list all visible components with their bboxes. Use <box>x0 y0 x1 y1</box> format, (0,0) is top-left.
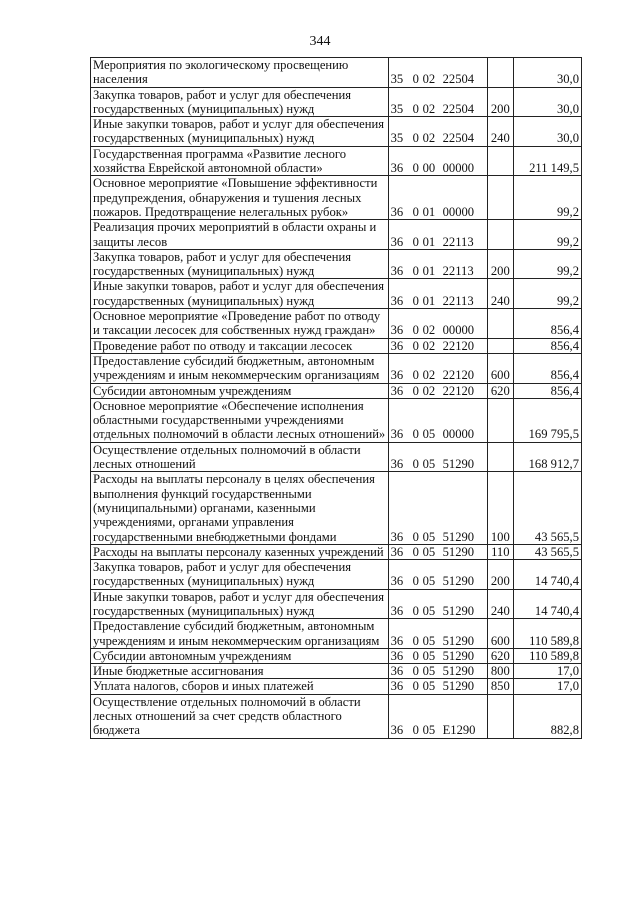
code-part: 0 <box>412 264 419 279</box>
row-name-cell: Основное мероприятие «Проведение работ по отводу и таксации лесосек для собственных нужд граждан» <box>91 309 389 339</box>
row-code-cell <box>388 694 487 738</box>
row-sum-cell: 17,0 <box>513 664 581 679</box>
row-code-cell <box>388 220 487 250</box>
code-part: 05 <box>422 633 436 648</box>
code-part: 0 <box>412 574 419 589</box>
row-code-cell <box>388 589 487 619</box>
row-name-cell: Основное мероприятие «Обеспечение исполнения областными государственными учреждениями отдельных полномочий в области лесных отношений» <box>91 398 389 442</box>
row-code-cell <box>388 664 487 679</box>
row-sum-cell: 14 740,4 <box>513 560 581 590</box>
table-row <box>91 146 582 176</box>
code-part: 51290 <box>442 457 475 472</box>
code-part: 01 <box>422 234 436 249</box>
row-name-cell: Мероприятия по экологическому просвещению населения <box>91 58 389 88</box>
row-expense-type-cell: 240 <box>487 279 513 309</box>
table-row <box>91 220 582 250</box>
code-part: 00000 <box>442 427 475 442</box>
table-row <box>91 176 582 220</box>
code-part: 36 <box>390 574 404 589</box>
code-part: 02 <box>422 131 436 146</box>
code-part: 36 <box>390 457 404 472</box>
table-row <box>91 560 582 590</box>
row-expense-type-cell: 600 <box>487 353 513 383</box>
code-part: 36 <box>390 264 404 279</box>
code-part: 02 <box>422 323 436 338</box>
row-code-cell <box>388 544 487 559</box>
code-part: 36 <box>390 161 404 176</box>
row-name-cell: Иные бюджетные ассигнования <box>91 664 389 679</box>
table-row <box>91 694 582 738</box>
code-part: 0 <box>412 529 419 544</box>
code-part: 01 <box>422 264 436 279</box>
row-sum-cell: 30,0 <box>513 117 581 147</box>
code-part: 22120 <box>442 383 475 398</box>
code-part: 02 <box>422 101 436 116</box>
row-name-cell: Иные закупки товаров, работ и услуг для обеспечения государственных (муниципальных) нужд <box>91 117 389 147</box>
code-part: 22113 <box>442 264 474 279</box>
code-part: 36 <box>390 633 404 648</box>
code-part: 36 <box>390 368 404 383</box>
code-part: 51290 <box>442 679 475 694</box>
row-sum-cell: 99,2 <box>513 176 581 220</box>
row-sum-cell: 856,4 <box>513 383 581 398</box>
code-part: 36 <box>390 529 404 544</box>
code-part: 22504 <box>442 101 475 116</box>
row-expense-type-cell <box>487 58 513 88</box>
code-part: 0 <box>412 679 419 694</box>
row-sum-cell: 43 565,5 <box>513 472 581 544</box>
code-part: 22120 <box>442 338 475 353</box>
code-part: 51290 <box>442 648 475 663</box>
page-number: 344 <box>309 34 331 49</box>
code-part: 22504 <box>442 131 475 146</box>
row-expense-type-cell <box>487 442 513 472</box>
row-expense-type-cell: 200 <box>487 560 513 590</box>
row-sum-cell: 882,8 <box>513 694 581 738</box>
table-row <box>91 87 582 117</box>
row-expense-type-cell: 800 <box>487 664 513 679</box>
code-part: 00000 <box>442 323 475 338</box>
row-name-cell: Иные закупки товаров, работ и услуг для обеспечения государственных (муниципальных) нужд <box>91 589 389 619</box>
row-name-cell: Предоставление субсидий бюджетным, автономным учреждениям и иным некоммерческим организациям <box>91 619 389 649</box>
row-expense-type-cell: 600 <box>487 619 513 649</box>
code-part: 36 <box>390 648 404 663</box>
row-sum-cell: 110 589,8 <box>513 619 581 649</box>
row-name-cell: Закупка товаров, работ и услуг для обеспечения государственных (муниципальных) нужд <box>91 249 389 279</box>
row-sum-cell: 856,4 <box>513 353 581 383</box>
code-part: 0 <box>412 457 419 472</box>
code-part: 36 <box>390 293 404 308</box>
code-part: 00 <box>422 161 436 176</box>
code-part: 05 <box>422 544 436 559</box>
code-part: 05 <box>422 574 436 589</box>
row-code-cell <box>388 619 487 649</box>
code-part: 01 <box>422 204 436 219</box>
row-sum-cell: 856,4 <box>513 338 581 353</box>
row-code-cell <box>388 58 487 88</box>
row-expense-type-cell: 240 <box>487 117 513 147</box>
row-code-cell <box>388 176 487 220</box>
table-row <box>91 589 582 619</box>
row-expense-type-cell: 100 <box>487 472 513 544</box>
table-row <box>91 472 582 544</box>
code-part: 01 <box>422 293 436 308</box>
table-row <box>91 383 582 398</box>
row-expense-type-cell: 110 <box>487 544 513 559</box>
table-row <box>91 338 582 353</box>
budget-table <box>90 57 582 739</box>
row-expense-type-cell <box>487 398 513 442</box>
row-expense-type-cell: 620 <box>487 648 513 663</box>
row-expense-type-cell: 200 <box>487 249 513 279</box>
row-sum-cell: 169 795,5 <box>513 398 581 442</box>
row-name-cell: Расходы на выплаты персоналу в целях обеспечения выполнения функций государственными (муниципальными) органами, казенными учреждениями, органами управления государственными внебюджетными фондами <box>91 472 389 544</box>
row-sum-cell: 211 149,5 <box>513 146 581 176</box>
code-part: 0 <box>412 664 419 679</box>
code-part: 36 <box>390 427 404 442</box>
code-part: 35 <box>390 131 404 146</box>
row-name-cell: Расходы на выплаты персоналу казенных учреждений <box>91 544 389 559</box>
code-part: 0 <box>412 101 419 116</box>
row-sum-cell: 30,0 <box>513 87 581 117</box>
code-part: 22113 <box>442 293 474 308</box>
code-part: 0 <box>412 603 419 618</box>
budget-table-body <box>91 58 582 739</box>
code-part: 35 <box>390 72 404 87</box>
row-code-cell <box>388 679 487 694</box>
code-part: 51290 <box>442 529 475 544</box>
code-part: 36 <box>390 383 404 398</box>
code-part: 36 <box>390 544 404 559</box>
row-code-cell <box>388 279 487 309</box>
row-sum-cell: 99,2 <box>513 249 581 279</box>
row-code-cell <box>388 87 487 117</box>
table-row <box>91 442 582 472</box>
row-name-cell: Осуществление отдельных полномочий в области лесных отношений за счет средств областного бюджета <box>91 694 389 738</box>
row-code-cell <box>388 309 487 339</box>
row-code-cell <box>388 249 487 279</box>
row-expense-type-cell: 850 <box>487 679 513 694</box>
table-row <box>91 117 582 147</box>
code-part: 05 <box>422 427 436 442</box>
table-row <box>91 309 582 339</box>
code-part: 00000 <box>442 161 475 176</box>
code-part: 05 <box>422 664 436 679</box>
code-part: 05 <box>422 529 436 544</box>
row-name-cell: Закупка товаров, работ и услуг для обеспечения государственных (муниципальных) нужд <box>91 560 389 590</box>
code-part: 36 <box>390 679 404 694</box>
row-code-cell <box>388 146 487 176</box>
code-part: 0 <box>412 427 419 442</box>
row-name-cell: Субсидии автономным учреждениям <box>91 648 389 663</box>
table-row <box>91 279 582 309</box>
code-part: 22504 <box>442 72 475 87</box>
code-part: 05 <box>422 679 436 694</box>
code-part: 0 <box>412 723 419 738</box>
row-sum-cell: 43 565,5 <box>513 544 581 559</box>
code-part: 02 <box>422 338 436 353</box>
code-part: 22113 <box>442 234 474 249</box>
code-part: 05 <box>422 603 436 618</box>
row-name-cell: Реализация прочих мероприятий в области охраны и защиты лесов <box>91 220 389 250</box>
row-code-cell <box>388 338 487 353</box>
row-expense-type-cell: 240 <box>487 589 513 619</box>
code-part: 51290 <box>442 664 475 679</box>
code-part: 0 <box>412 633 419 648</box>
code-part: 36 <box>390 338 404 353</box>
code-part: 00000 <box>442 204 475 219</box>
row-code-cell <box>388 442 487 472</box>
table-row <box>91 648 582 663</box>
row-code-cell <box>388 398 487 442</box>
row-expense-type-cell <box>487 338 513 353</box>
row-expense-type-cell <box>487 309 513 339</box>
code-part: 0 <box>412 161 419 176</box>
row-sum-cell: 99,2 <box>513 279 581 309</box>
code-part: 36 <box>390 204 404 219</box>
code-part: 02 <box>422 383 436 398</box>
row-name-cell: Закупка товаров, работ и услуг для обеспечения государственных (муниципальных) нужд <box>91 87 389 117</box>
code-part: 0 <box>412 323 419 338</box>
code-part: 02 <box>422 72 436 87</box>
table-row <box>91 58 582 88</box>
code-part: 0 <box>412 131 419 146</box>
code-part: 51290 <box>442 544 475 559</box>
table-row <box>91 353 582 383</box>
row-expense-type-cell: 200 <box>487 87 513 117</box>
code-part: 0 <box>412 72 419 87</box>
table-row <box>91 619 582 649</box>
code-part: 02 <box>422 368 436 383</box>
code-part: 05 <box>422 648 436 663</box>
row-sum-cell: 99,2 <box>513 220 581 250</box>
row-name-cell: Субсидии автономным учреждениям <box>91 383 389 398</box>
row-sum-cell: 17,0 <box>513 679 581 694</box>
code-part: 05 <box>422 723 436 738</box>
code-part: 35 <box>390 101 404 116</box>
row-name-cell: Осуществление отдельных полномочий в области лесных отношений <box>91 442 389 472</box>
table-row <box>91 544 582 559</box>
code-part: 0 <box>412 383 419 398</box>
row-name-cell: Уплата налогов, сборов и иных платежей <box>91 679 389 694</box>
row-code-cell <box>388 117 487 147</box>
row-code-cell <box>388 383 487 398</box>
row-expense-type-cell <box>487 146 513 176</box>
row-code-cell <box>388 560 487 590</box>
table-row <box>91 249 582 279</box>
code-part: 36 <box>390 664 404 679</box>
row-name-cell: Проведение работ по отводу и таксации лесосек <box>91 338 389 353</box>
code-part: 05 <box>422 457 436 472</box>
row-name-cell: Государственная программа «Развитие лесного хозяйства Еврейской автономной области» <box>91 146 389 176</box>
row-name-cell: Основное мероприятие «Повышение эффективности предупреждения, обнаружения и тушения лесных пожаров. Предотвращение нелегальных рубок» <box>91 176 389 220</box>
row-sum-cell: 30,0 <box>513 58 581 88</box>
row-sum-cell: 168 912,7 <box>513 442 581 472</box>
row-expense-type-cell <box>487 220 513 250</box>
row-code-cell <box>388 472 487 544</box>
code-part: 36 <box>390 323 404 338</box>
code-part: 0 <box>412 544 419 559</box>
code-part: 51290 <box>442 574 475 589</box>
row-code-cell <box>388 648 487 663</box>
code-part: 36 <box>390 603 404 618</box>
table-row <box>91 679 582 694</box>
code-part: 0 <box>412 293 419 308</box>
row-code-cell <box>388 353 487 383</box>
row-expense-type-cell: 620 <box>487 383 513 398</box>
code-part: 0 <box>412 234 419 249</box>
code-part: 0 <box>412 648 419 663</box>
row-name-cell: Иные закупки товаров, работ и услуг для обеспечения государственных (муниципальных) нужд <box>91 279 389 309</box>
row-expense-type-cell <box>487 694 513 738</box>
code-part: Е1290 <box>442 723 476 738</box>
code-part: 51290 <box>442 633 475 648</box>
code-part: 51290 <box>442 603 475 618</box>
code-part: 0 <box>412 368 419 383</box>
table-row <box>91 664 582 679</box>
code-part: 0 <box>412 338 419 353</box>
table-row <box>91 398 582 442</box>
code-part: 0 <box>412 204 419 219</box>
row-sum-cell: 110 589,8 <box>513 648 581 663</box>
row-expense-type-cell <box>487 176 513 220</box>
code-part: 22120 <box>442 368 475 383</box>
code-part: 36 <box>390 234 404 249</box>
row-name-cell: Предоставление субсидий бюджетным, автономным учреждениям и иным некоммерческим организациям <box>91 353 389 383</box>
code-part: 36 <box>390 723 404 738</box>
row-sum-cell: 14 740,4 <box>513 589 581 619</box>
row-sum-cell: 856,4 <box>513 309 581 339</box>
